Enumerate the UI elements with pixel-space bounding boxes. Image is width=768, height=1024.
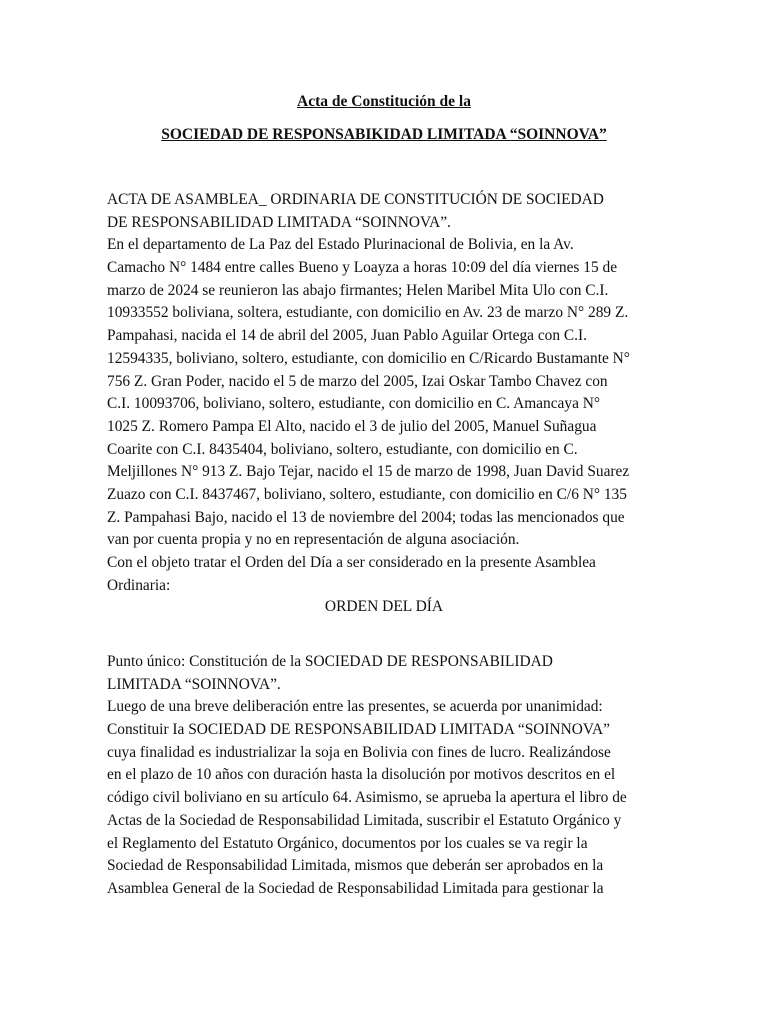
text-line: Constituir Ia SOCIEDAD DE RESPONSABILIDAD LIMITADA “SOINNOVA” bbox=[107, 721, 610, 739]
section-heading-orden-del-dia: ORDEN DEL DÍA bbox=[324, 598, 444, 615]
text-line: Asamblea General de la Sociedad de Responsabilidad Limitada para gestionar la bbox=[107, 879, 604, 897]
paragraph-punto-unico bbox=[107, 651, 667, 901]
text-line: Zuazo con C.I. 8437467, boliviano, soltero, estudiante, con domicilio en C/6 N° 135 bbox=[107, 485, 627, 503]
text-line: código civil boliviano en su artículo 64. Asimismo, se aprueba la apertura el libro de bbox=[107, 789, 627, 807]
document-title-line-2: SOCIEDAD DE RESPONSABIKIDAD LIMITADA “SOINNOVA” bbox=[161, 126, 607, 143]
text-line: marzo de 2024 se reunieron las abajo firmantes; Helen Maribel Mita Ulo con C.I. bbox=[107, 281, 609, 299]
text-line: 12594335, boliviano, soltero, estudiante, con domicilio en C/Ricardo Bustamante N° bbox=[107, 349, 630, 367]
text-line: 10933552 boliviana, soltera, estudiante, con domicilio en Av. 23 de marzo N° 289 Z. bbox=[107, 304, 629, 322]
text-line: Ordinaria: bbox=[107, 576, 171, 594]
text-line: En el departamento de La Paz del Estado Plurinacional de Bolivia, en la Av. bbox=[107, 236, 574, 254]
text-line: Punto único: Constitución de la SOCIEDAD DE RESPONSABILIDAD bbox=[107, 653, 553, 670]
text-line: DE RESPONSABILIDAD LIMITADA “SOINNOVA”. bbox=[107, 213, 451, 231]
text-line: ACTA DE ASAMBLEA_ ORDINARIA DE CONSTITUCIÓN DE SOCIEDAD bbox=[107, 191, 604, 208]
text-line: Luego de una breve deliberación entre las presentes, se acuerda por unanimidad: bbox=[107, 698, 603, 716]
text-line: LIMITADA “SOINNOVA”. bbox=[107, 675, 281, 693]
text-line: Pampahasi, nacida el 14 de abril del 2005, Juan Pablo Aguilar Ortega con C.I. bbox=[107, 327, 587, 345]
text-line: cuya finalidad es industrializar la soja en Bolivia con fines de lucro. Realizándose bbox=[107, 743, 611, 761]
text-line: Con el objeto tratar el Orden del Día a ser considerado en la presente Asamblea bbox=[107, 554, 596, 571]
text-line: C.I. 10093706, boliviano, soltero, estudiante, con domicilio en C. Amancaya N° bbox=[107, 395, 601, 413]
text-line: 756 Z. Gran Poder, nacido el 5 de marzo del 2005, Izai Oskar Tambo Chavez con bbox=[107, 372, 608, 390]
text-line: Coarite con C.I. 8435404, boliviano, soltero, estudiante, con domicilio en C. bbox=[107, 440, 578, 458]
text-line: van por cuenta propia y no en representación de alguna asociación. bbox=[107, 531, 520, 549]
text-line: en el plazo de 10 años con duración hasta la disolución por motivos descritos en el bbox=[107, 766, 616, 784]
text-line: Sociedad de Responsabilidad Limitada, mismos que deberán ser aprobados en la bbox=[107, 857, 604, 875]
text-line: Actas de la Sociedad de Responsabilidad Limitada, suscribir el Estatuto Orgánico y bbox=[107, 811, 622, 829]
text-line: 1025 Z. Romero Pampa El Alto, nacido el 3 de julio del 2005, Manuel Suñagua bbox=[107, 417, 597, 435]
text-line: Z. Pampahasi Bajo, nacido el 13 de noviembre del 2004; todas las mencionados que bbox=[107, 508, 625, 526]
paragraph-acta-asamblea bbox=[107, 189, 667, 597]
text-line: Meljillones N° 913 Z. Bajo Tejar, nacido el 15 de marzo de 1998, Juan David Suarez bbox=[107, 463, 630, 481]
document-title-line-1: Acta de Constitución de la bbox=[297, 93, 471, 110]
text-line: el Reglamento del Estatuto Orgánico, documentos por los cuales se va regir la bbox=[107, 834, 588, 852]
text-line: Camacho N° 1484 entre calles Bueno y Loayza a horas 10:09 del día viernes 15 de bbox=[107, 259, 618, 277]
